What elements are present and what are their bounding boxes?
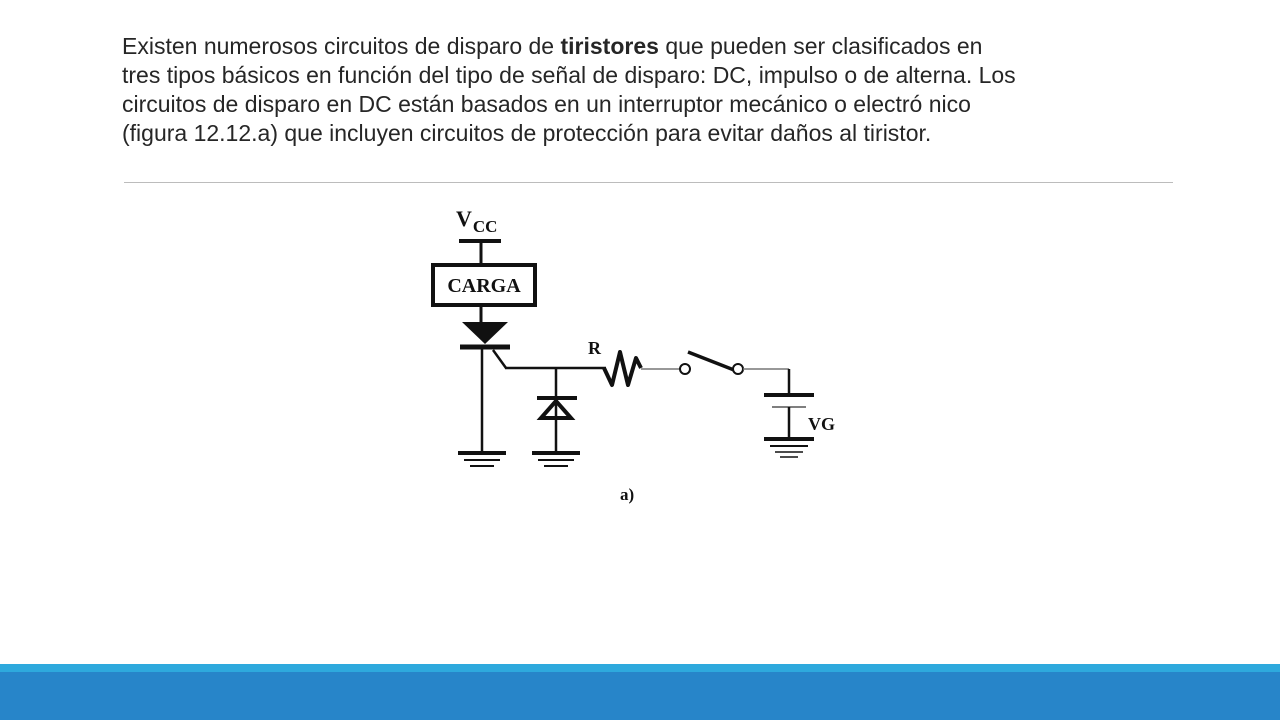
resistor-label: R: [588, 338, 601, 358]
switch-terminal-right: [733, 364, 743, 374]
load-label: CARGA: [447, 275, 521, 297]
paragraph-text-end: que pueden ser clasificados en tres tipos básicos en función del tipo de señal de disparo: DC, impulso o de alterna. Los circuitos de disparo en DC están basados en un interruptor mecánico o electró nico (figura 12.12.a) que incluyen circuitos de protección para evitar daños al tiristor.: [122, 33, 1016, 146]
vcc-label: $V_{CC}$: [456, 206, 498, 236]
resistor-symbol: [604, 352, 641, 385]
paragraph-text-start: Existen numerosos circuitos de disparo de: [122, 33, 561, 59]
ground-symbol-middle: [532, 453, 580, 466]
figure-caption: a): [620, 485, 635, 504]
switch-terminal-left: [680, 364, 690, 374]
ground-symbol-right: [770, 446, 808, 457]
paragraph-bold-term: tiristores: [560, 33, 659, 59]
source-label: VG: [808, 414, 835, 434]
footer-accent-stripe: [0, 664, 1280, 672]
thyristor-symbol: [462, 322, 508, 344]
footer-bar: [0, 672, 1280, 720]
thyristor-gate-lead: [493, 350, 506, 368]
switch-lever: [688, 352, 734, 370]
ground-symbol-left: [458, 453, 506, 466]
